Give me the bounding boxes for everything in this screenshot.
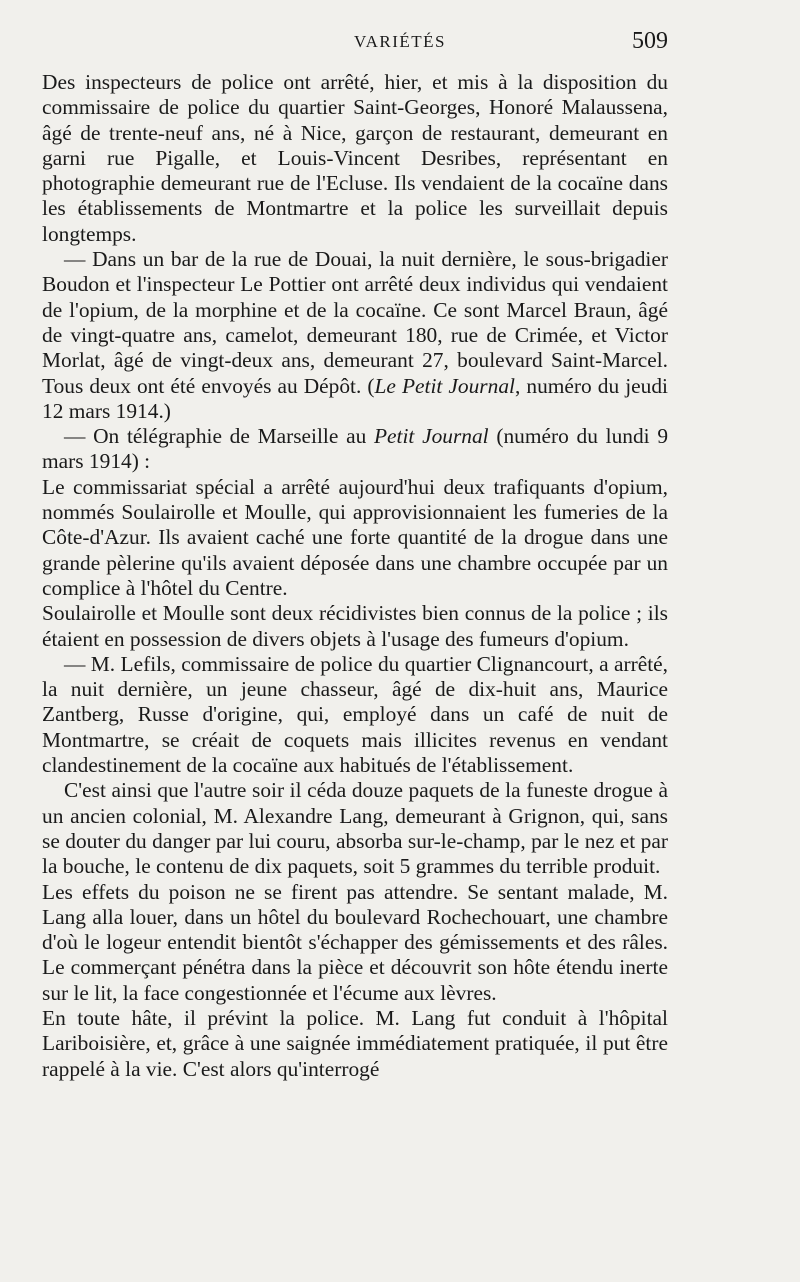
paragraph-6: [42, 652, 668, 778]
paragraph-text: En toute hâte, il prévint la police. M. Lang fut conduit à l'hôpital Lariboisière, et, grâce à une saignée immédiatement pratiquée, il put être rappelé à la vie. C'est alors qu'interrogé: [42, 1005, 668, 1081]
body-text: [42, 70, 668, 1082]
paragraph-5: [42, 601, 668, 652]
paragraph-9: [42, 1006, 668, 1082]
journal-title: Petit Journal: [373, 424, 489, 449]
paragraph-text: Soulairolle et Moulle sont deux récidivistes bien connus de la police ; ils étaient en possession de divers objets à l'usage des fumeurs d'opium.: [42, 601, 668, 651]
page-number: 509: [632, 28, 668, 54]
paragraph-text: — On télégraphie de Marseille au: [64, 424, 374, 449]
journal-title: Le Petit Journal: [374, 373, 515, 398]
running-title: VARIÉTÉS: [354, 32, 446, 51]
paragraph-3: [42, 424, 668, 475]
paragraph-text: , numéro du jeudi 12 mars 1914.): [42, 373, 668, 423]
paragraph-8: [42, 880, 668, 1006]
paragraph-4: [42, 475, 668, 601]
paragraph-2: [42, 247, 668, 424]
paragraph-text: Le commissariat spécial a arrêté aujourd'hui deux trafiquants d'opium, nommés Soulairolle et Moulle, qui approvisionnaient les fumeries de la Côte-d'Azur. Ils avaient caché une forte quantité de la drogue dans une grande pèlerine qu'ils avaient déposée dans une chambre occupée par un complice à l'hôtel du Centre.: [42, 474, 668, 600]
paragraph-text: Les effets du poison ne se firent pas attendre. Se sentant malade, M. Lang alla louer, dans un hôtel du boulevard Rochechouart, une chambre d'où le logeur entendit bientôt s'échapper des gémissements et des râles. Le commerçant pénétra dans la pièce et découvrit son hôte étendu inerte sur le lit, la face congestionnée et l'écume aux lèvres.: [42, 879, 668, 1005]
paragraph-text: Des inspecteurs de police ont arrêté, hier, et mis à la disposition du commissaire de police du quartier Saint-Georges, Honoré Malaussena, âgé de trente-neuf ans, né à Nice, garçon de restaurant, demeurant en garni rue Pigalle, et Louis-Vincent Desribes, représentant en photographie demeurant rue de l'Ecluse. Ils vendaient de la cocaïne dans les établissements de Montmartre et la police les surveillait depuis longtemps.: [42, 70, 668, 246]
page-header: [0, 28, 800, 64]
paragraph-text: — M. Lefils, commissaire de police du quartier Clignancourt, a arrêté, la nuit dernière, un jeune chasseur, âgé de dix-huit ans, Maurice Zantberg, Russe d'origine, qui, employé dans un café de nuit de Montmartre, se créait de coquets mais illicites revenus en vendant clandestinement de la cocaïne aux habitués de l'établissement.: [42, 651, 668, 778]
paragraph-text: C'est ainsi que l'autre soir il céda douze paquets de la funeste drogue à un ancien colonial, M. Alexandre Lang, demeurant à Grignon, qui, sans se douter du danger par lui couru, absorba sur-le-champ, par le nez et par la bouche, le contenu de dix paquets, soit 5 grammes du terrible produit.: [42, 778, 668, 879]
paragraph-7: [42, 778, 668, 879]
paragraph-text: — Dans un bar de la rue de Douai, la nuit dernière, le sous-brigadier Boudon et l'inspecteur Le Pottier ont arrêté deux individus qui vendaient de l'opium, de la morphine et de la cocaïne. Ce sont Marcel Braun, âgé de vingt-quatre ans, camelot, demeurant 180, rue de Crimée, et Victor Morlat, âgé de vingt-deux ans, demeurant 27, boulevard Saint-Marcel. Tous deux ont été envoyés au Dépôt. (: [42, 247, 668, 398]
paragraph-1: [42, 70, 668, 247]
paragraph-text: (numéro du lundi 9 mars 1914) :: [42, 424, 669, 474]
